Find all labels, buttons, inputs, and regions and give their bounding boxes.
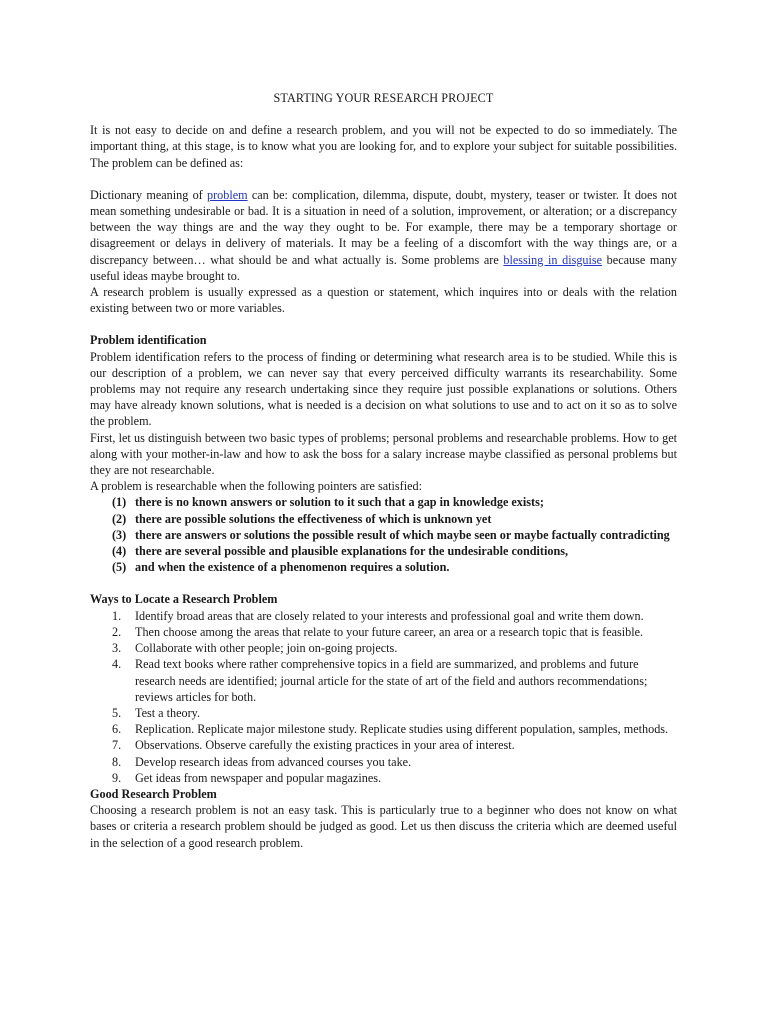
list-item — [90, 737, 677, 753]
list-item — [90, 527, 677, 543]
problem-identification-paragraph-2: First, let us distinguish between two basic types of problems; personal problems and researchable problems. How to get along with your mother-in-law and how to ask the boss for a salary increase maybe classified as personal problems but they are not researchable. — [90, 430, 677, 478]
list-item — [90, 559, 677, 575]
list-item-text: Then choose among the areas that relate to your future career, an area or a research topic that is feasible. — [135, 624, 644, 639]
list-number: 7. — [112, 738, 122, 753]
problem-identification-heading: Problem identification — [90, 333, 207, 348]
list-number: 9. — [112, 770, 122, 785]
list-item — [90, 754, 677, 770]
ways-heading: Ways to Locate a Research Problem — [90, 592, 278, 607]
list-number: 4. — [112, 657, 122, 672]
problem-link[interactable]: problem — [206, 187, 248, 202]
list-number: 1. — [112, 608, 122, 623]
list-item — [90, 640, 677, 656]
blessing-in-disguise-link[interactable]: blessing in disguise — [503, 252, 603, 267]
list-item — [90, 543, 677, 559]
list-item — [90, 656, 677, 705]
document-title: STARTING YOUR RESEARCH PROJECT — [273, 91, 494, 105]
list-number: (4) — [112, 544, 127, 559]
list-item — [90, 770, 677, 786]
list-item-text: Identify broad areas that are closely related to your interests and professional goal and write them down. — [135, 608, 644, 623]
list-number: (1) — [112, 495, 127, 510]
dictionary-text-2: can be: complication, dilemma, dispute, doubt, mystery, teaser or twister. It does not mean something undesirable or bad. It is a situation in need of a solution, improvement, or alteration; or a discrepancy between the way things are and the way they ought to be. For example, there may be a temporary shortage or disagreement or delays in delivery of materials. It may be a feeling of a discomfort with the way things are, or a discrepancy between… what should be and what actually is. Some problems are — [90, 187, 677, 267]
research-problem-paragraph: A research problem is usually expressed as a question or statement, which inquires into or deals with the relation existing between two or more variables. — [90, 285, 677, 316]
list-number: (5) — [112, 560, 127, 575]
document-page — [90, 90, 677, 851]
list-item-text: there are answers or solutions the possible result of which maybe seen or maybe factually contradicting — [135, 527, 670, 542]
list-number: 6. — [112, 722, 122, 737]
list-item-text: Develop research ideas from advanced courses you take. — [135, 754, 412, 769]
list-item-text: Read text books where rather comprehensive topics in a field are summarized, and problems and future research needs are identified; journal article for the state of art of the field and authors recommendations; reviews articles for both. — [135, 657, 648, 704]
dictionary-paragraph — [90, 187, 677, 284]
list-number: 3. — [112, 641, 122, 656]
list-item-text: there are possible solutions the effectiveness of which is unknown yet — [135, 511, 492, 526]
good-research-problem-paragraph: Choosing a research problem is not an easy task. This is particularly true to a beginner who does not know on what bases or criteria a research problem should be judged as good. Let us then discuss the criteria which are deemed useful in the selection of a good research problem. — [90, 803, 677, 850]
list-number: 5. — [112, 705, 122, 720]
list-item — [90, 494, 677, 510]
intro-paragraph: It is not easy to decide on and define a research problem, and you will not be expected to do so immediately. The important thing, at this stage, is to know what you are looking for, and to explore your subject for suitable possibilities. The problem can be defined as: — [90, 123, 677, 170]
list-item — [90, 721, 677, 737]
good-research-problem-heading: Good Research Problem — [90, 786, 217, 801]
list-item-text: there is no known answers or solution to it such that a gap in knowledge exists; — [135, 495, 544, 510]
spacer — [90, 171, 677, 187]
list-item-text: Observations. Observe carefully the existing practices in your area of interest. — [135, 738, 515, 753]
list-item-text: Replication. Replicate major milestone study. Replicate studies using different population, samples, methods. — [135, 722, 669, 737]
list-item-text: Collaborate with other people; join on-going projects. — [135, 641, 398, 656]
list-number: 2. — [112, 624, 122, 639]
list-number: (2) — [112, 511, 127, 526]
ways-list — [90, 608, 677, 786]
spacer — [90, 316, 677, 332]
list-item-text: there are several possible and plausible explanations for the undesirable conditions, — [135, 544, 569, 559]
dictionary-text-1: Dictionary meaning of — [90, 187, 207, 202]
problem-identification-paragraph-1: Problem identification refers to the process of finding or determining what research area is to be studied. While this is our description of a problem, we can never say that every perceived difficulty warrants its researchability. Some problems may not require any research undertaking since they require just possible explanations or solutions. Others may have already known solutions, what is needed is a decision on what solutions to use and to act on it so as to solve the problem. — [90, 349, 677, 429]
list-item — [90, 608, 677, 624]
list-item-text: Test a theory. — [135, 705, 201, 720]
list-item — [90, 511, 677, 527]
list-number: (3) — [112, 527, 127, 542]
list-number: 8. — [112, 754, 122, 769]
list-item-text: Get ideas from newspaper and popular magazines. — [135, 770, 382, 785]
problem-identification-paragraph-3: A problem is researchable when the following pointers are satisfied: — [90, 479, 423, 494]
dictionary-text-3: because many useful ideas maybe brought to. — [90, 252, 677, 283]
spacer — [90, 575, 677, 591]
researchable-pointers-list — [90, 494, 677, 575]
list-item-text: and when the existence of a phenomenon requires a solution. — [135, 560, 450, 575]
list-item — [90, 624, 677, 640]
list-item — [90, 705, 677, 721]
